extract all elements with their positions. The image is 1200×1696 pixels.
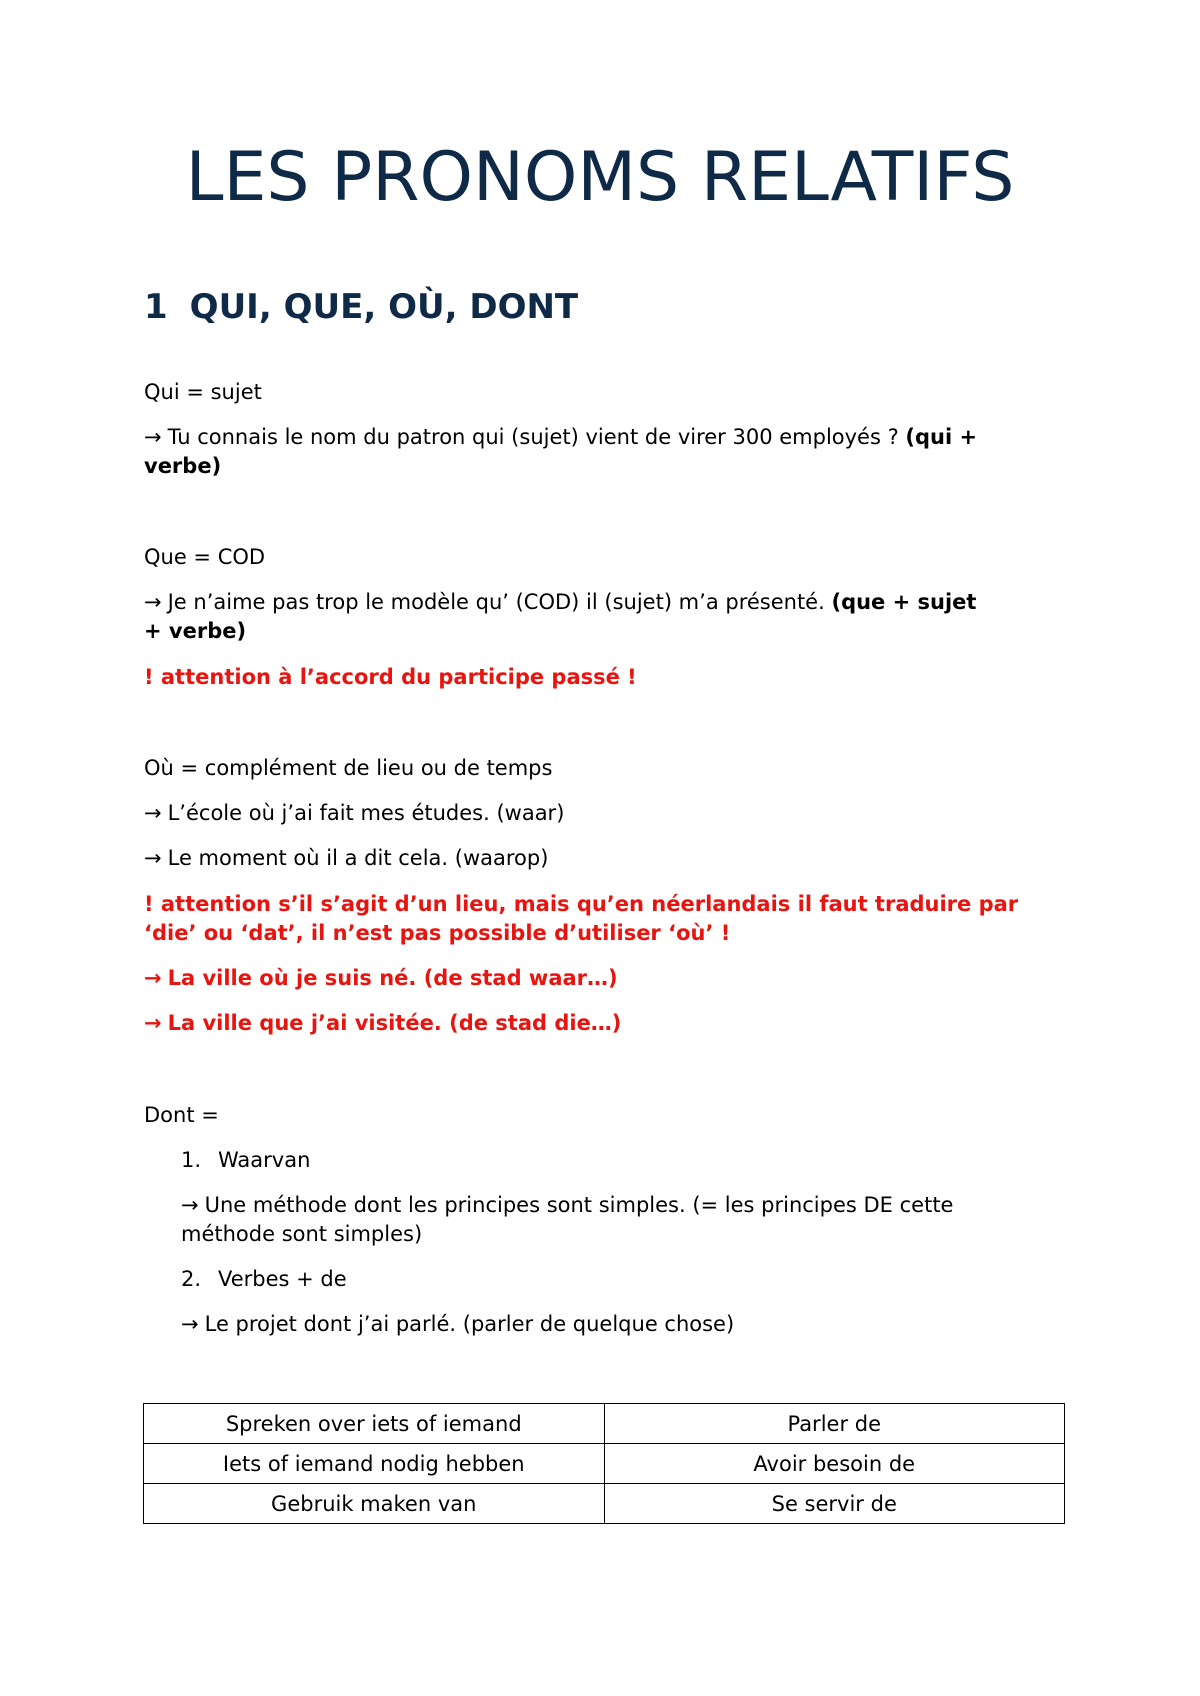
que-definition: Que = COD <box>144 545 266 569</box>
ou-example-1 <box>144 799 1064 828</box>
que-rule-continued: + verbe) <box>144 619 247 643</box>
qui-example-text: Tu connais le nom du patron qui (sujet) vient de virer 300 employés ? <box>167 425 906 449</box>
ou-red-example-2-text: La ville que j’ai visitée. (de stad die…) <box>167 1011 622 1035</box>
que-rule: (que + sujet <box>831 590 977 614</box>
table-cell-french: Parler de <box>604 1404 1065 1444</box>
arrow-icon: → <box>181 1193 199 1217</box>
ou-example-2-text: Le moment où il a dit cela. (waarop) <box>167 846 549 870</box>
table-cell-dutch: Gebruik maken van <box>144 1484 605 1524</box>
qui-definition: Qui = sujet <box>144 380 262 404</box>
que-example-text: Je n’aime pas trop le modèle qu’ (COD) il (sujet) m’a présenté. <box>167 590 832 614</box>
list-label: Verbes + de <box>218 1267 347 1291</box>
section-heading <box>144 285 578 329</box>
que-example <box>144 588 1064 617</box>
ou-red-example-1 <box>144 964 1064 993</box>
dont-definition: Dont = <box>144 1103 219 1127</box>
arrow-icon: → <box>144 590 162 614</box>
ou-red-example-1-text: La ville où je suis né. (de stad waar…) <box>167 966 618 990</box>
dont-example-1 <box>181 1191 1061 1220</box>
table-row <box>144 1444 1065 1484</box>
dont-example-1-text: Une méthode dont les principes sont simples. (= les principes DE cette <box>204 1193 954 1217</box>
qui-rule-continued: verbe) <box>144 454 222 478</box>
table-cell-french: Se servir de <box>604 1484 1065 1524</box>
qui-example <box>144 423 1064 452</box>
table-row <box>144 1484 1065 1524</box>
arrow-icon: → <box>144 1011 162 1035</box>
section-number: 1 <box>144 287 168 327</box>
table-row <box>144 1404 1065 1444</box>
table-cell-dutch: Spreken over iets of iemand <box>144 1404 605 1444</box>
table-cell-dutch: Iets of iemand nodig hebben <box>144 1444 605 1484</box>
ou-example-1-text: L’école où j’ai fait mes études. (waar) <box>167 801 565 825</box>
section-title: QUI, QUE, OÙ, DONT <box>189 287 579 327</box>
dont-example-2 <box>181 1310 1061 1339</box>
ou-example-2 <box>144 844 1064 873</box>
ou-warning: ! attention s’il s’agit d’un lieu, mais qu’en néerlandais il faut traduire par <box>144 892 1019 916</box>
arrow-icon: → <box>144 801 162 825</box>
vocabulary-table <box>143 1403 1065 1524</box>
arrow-icon: → <box>144 846 162 870</box>
list-number: 1. <box>181 1148 202 1172</box>
dont-example-1-continued: méthode sont simples) <box>181 1222 423 1246</box>
qui-rule: (qui + <box>905 425 978 449</box>
dont-example-2-text: Le projet dont j’ai parlé. (parler de quelque chose) <box>204 1312 735 1336</box>
arrow-icon: → <box>144 966 162 990</box>
que-warning: ! attention à l’accord du participe passé ! <box>144 665 637 689</box>
page-title: LES PRONOMS RELATIFS <box>185 138 1015 217</box>
table-cell-french: Avoir besoin de <box>604 1444 1065 1484</box>
ou-red-example-2 <box>144 1009 1064 1038</box>
list-label: Waarvan <box>218 1148 311 1172</box>
list-number: 2. <box>181 1267 202 1291</box>
arrow-icon: → <box>181 1312 199 1336</box>
arrow-icon: → <box>144 425 162 449</box>
ou-definition: Où = complément de lieu ou de temps <box>144 756 553 780</box>
ou-warning-continued: ‘die’ ou ‘dat’, il n’est pas possible d’utiliser ‘où’ ! <box>144 921 731 945</box>
